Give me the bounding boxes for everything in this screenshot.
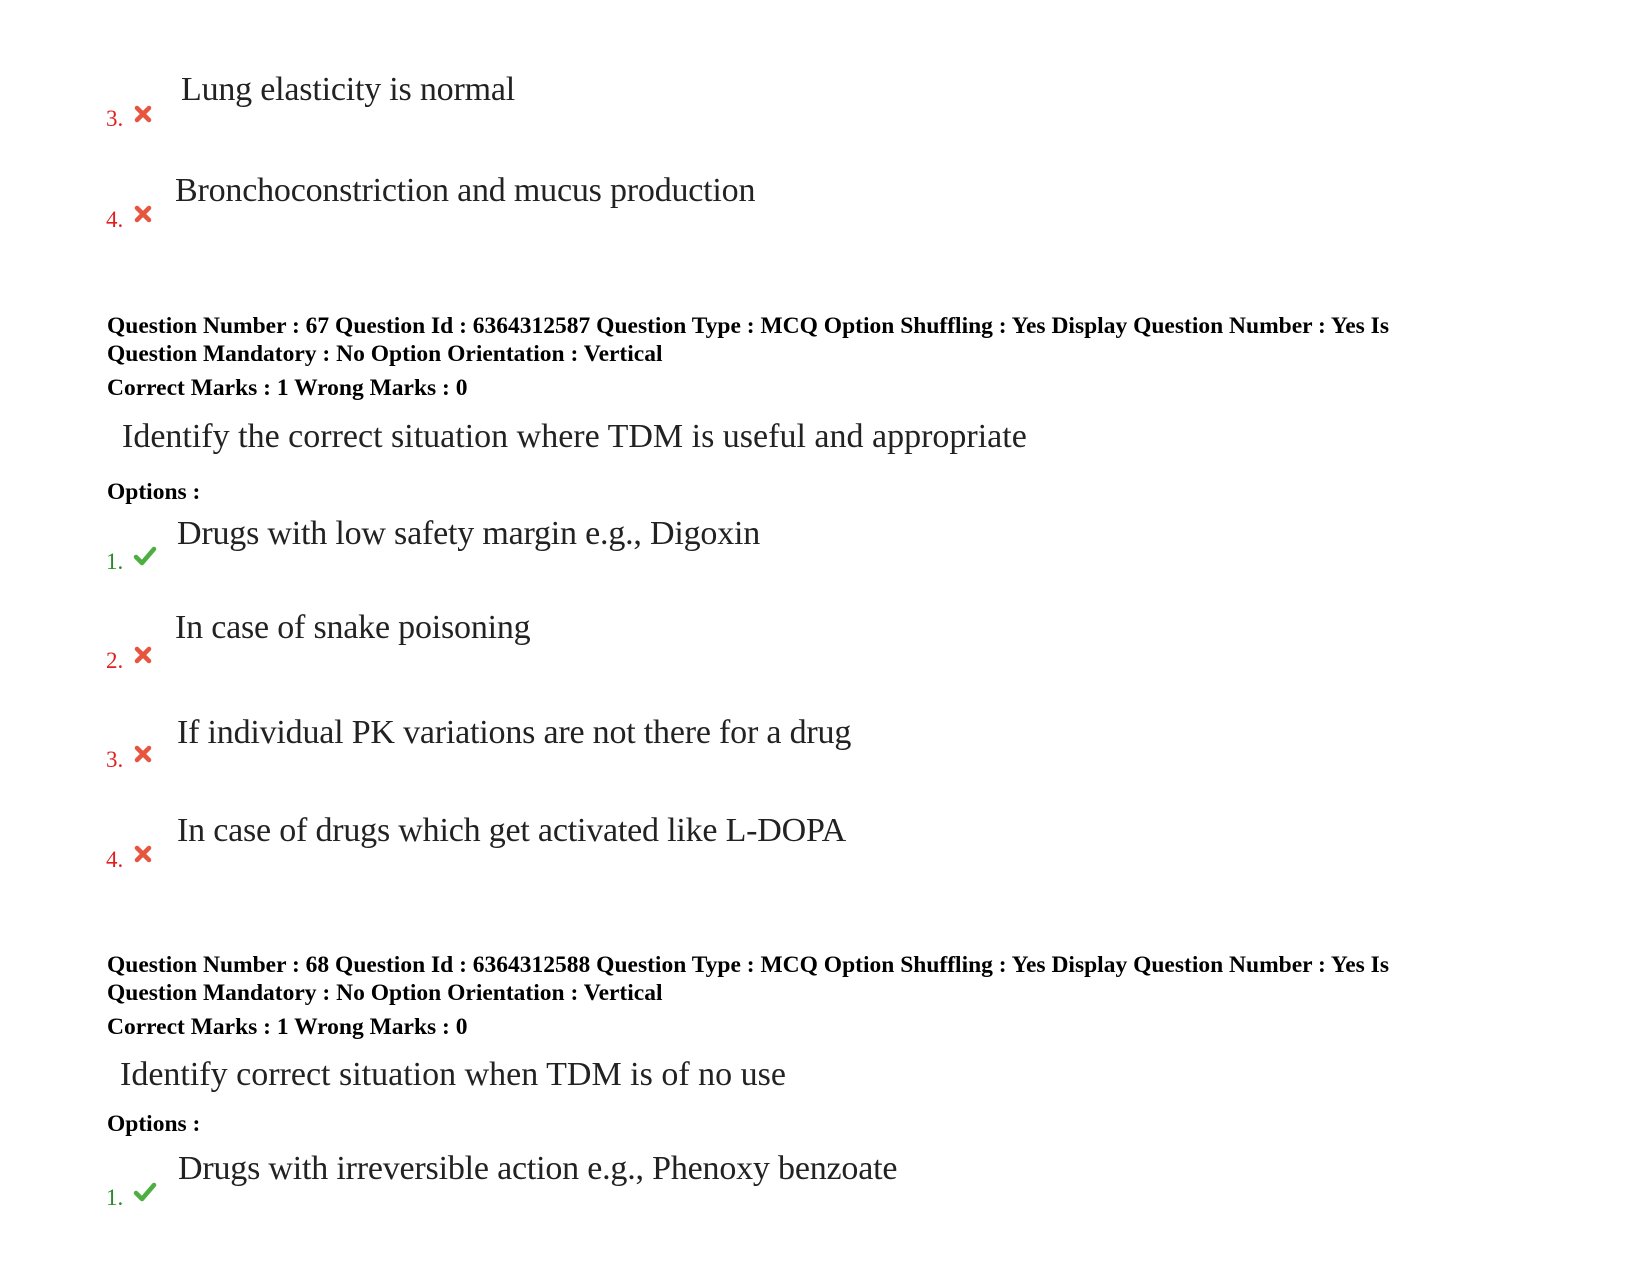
option-text: Lung elasticity is normal	[181, 71, 515, 108]
question-text: Identify correct situation when TDM is of no use	[120, 1056, 787, 1093]
cross-icon	[133, 645, 153, 665]
option-number: 1.	[106, 549, 124, 574]
option-number: 3.	[106, 106, 124, 131]
options-label: Options :	[107, 1111, 201, 1137]
options-label: Options :	[107, 479, 201, 505]
cross-icon	[133, 844, 153, 864]
option-number: 3.	[106, 747, 124, 772]
option-number: 2.	[106, 648, 124, 673]
option-text: Drugs with irreversible action e.g., Phenoxy benzoate	[178, 1150, 898, 1187]
cross-icon	[133, 204, 153, 224]
question-text: Identify the correct situation where TDM is useful and appropriate	[122, 418, 1027, 455]
question-meta-line: Question Number : 67 Question Id : 6364312587 Question Type : MCQ Option Shuffling : Yes Display Question Number : Yes Is	[107, 313, 1389, 339]
option-text: In case of snake poisoning	[175, 609, 531, 646]
option-number: 4.	[106, 847, 124, 872]
option-text: If individual PK variations are not there for a drug	[177, 714, 852, 751]
option-text: Drugs with low safety margin e.g., Digoxin	[177, 515, 761, 552]
option-text: Bronchoconstriction and mucus production	[175, 172, 756, 209]
option-number: 4.	[106, 207, 124, 232]
cross-icon	[133, 744, 153, 764]
option-text: In case of drugs which get activated like L-DOPA	[177, 812, 846, 849]
marks-line: Correct Marks : 1 Wrong Marks : 0	[107, 1014, 468, 1040]
check-icon	[133, 1181, 157, 1203]
question-meta-line: Question Mandatory : No Option Orientation : Vertical	[107, 341, 663, 367]
question-meta-line: Question Mandatory : No Option Orientation : Vertical	[107, 980, 663, 1006]
option-number: 1.	[106, 1185, 124, 1210]
marks-line: Correct Marks : 1 Wrong Marks : 0	[107, 375, 468, 401]
question-meta-line: Question Number : 68 Question Id : 6364312588 Question Type : MCQ Option Shuffling : Yes Display Question Number : Yes Is	[107, 952, 1389, 978]
cross-icon	[133, 104, 153, 124]
check-icon	[133, 545, 157, 567]
